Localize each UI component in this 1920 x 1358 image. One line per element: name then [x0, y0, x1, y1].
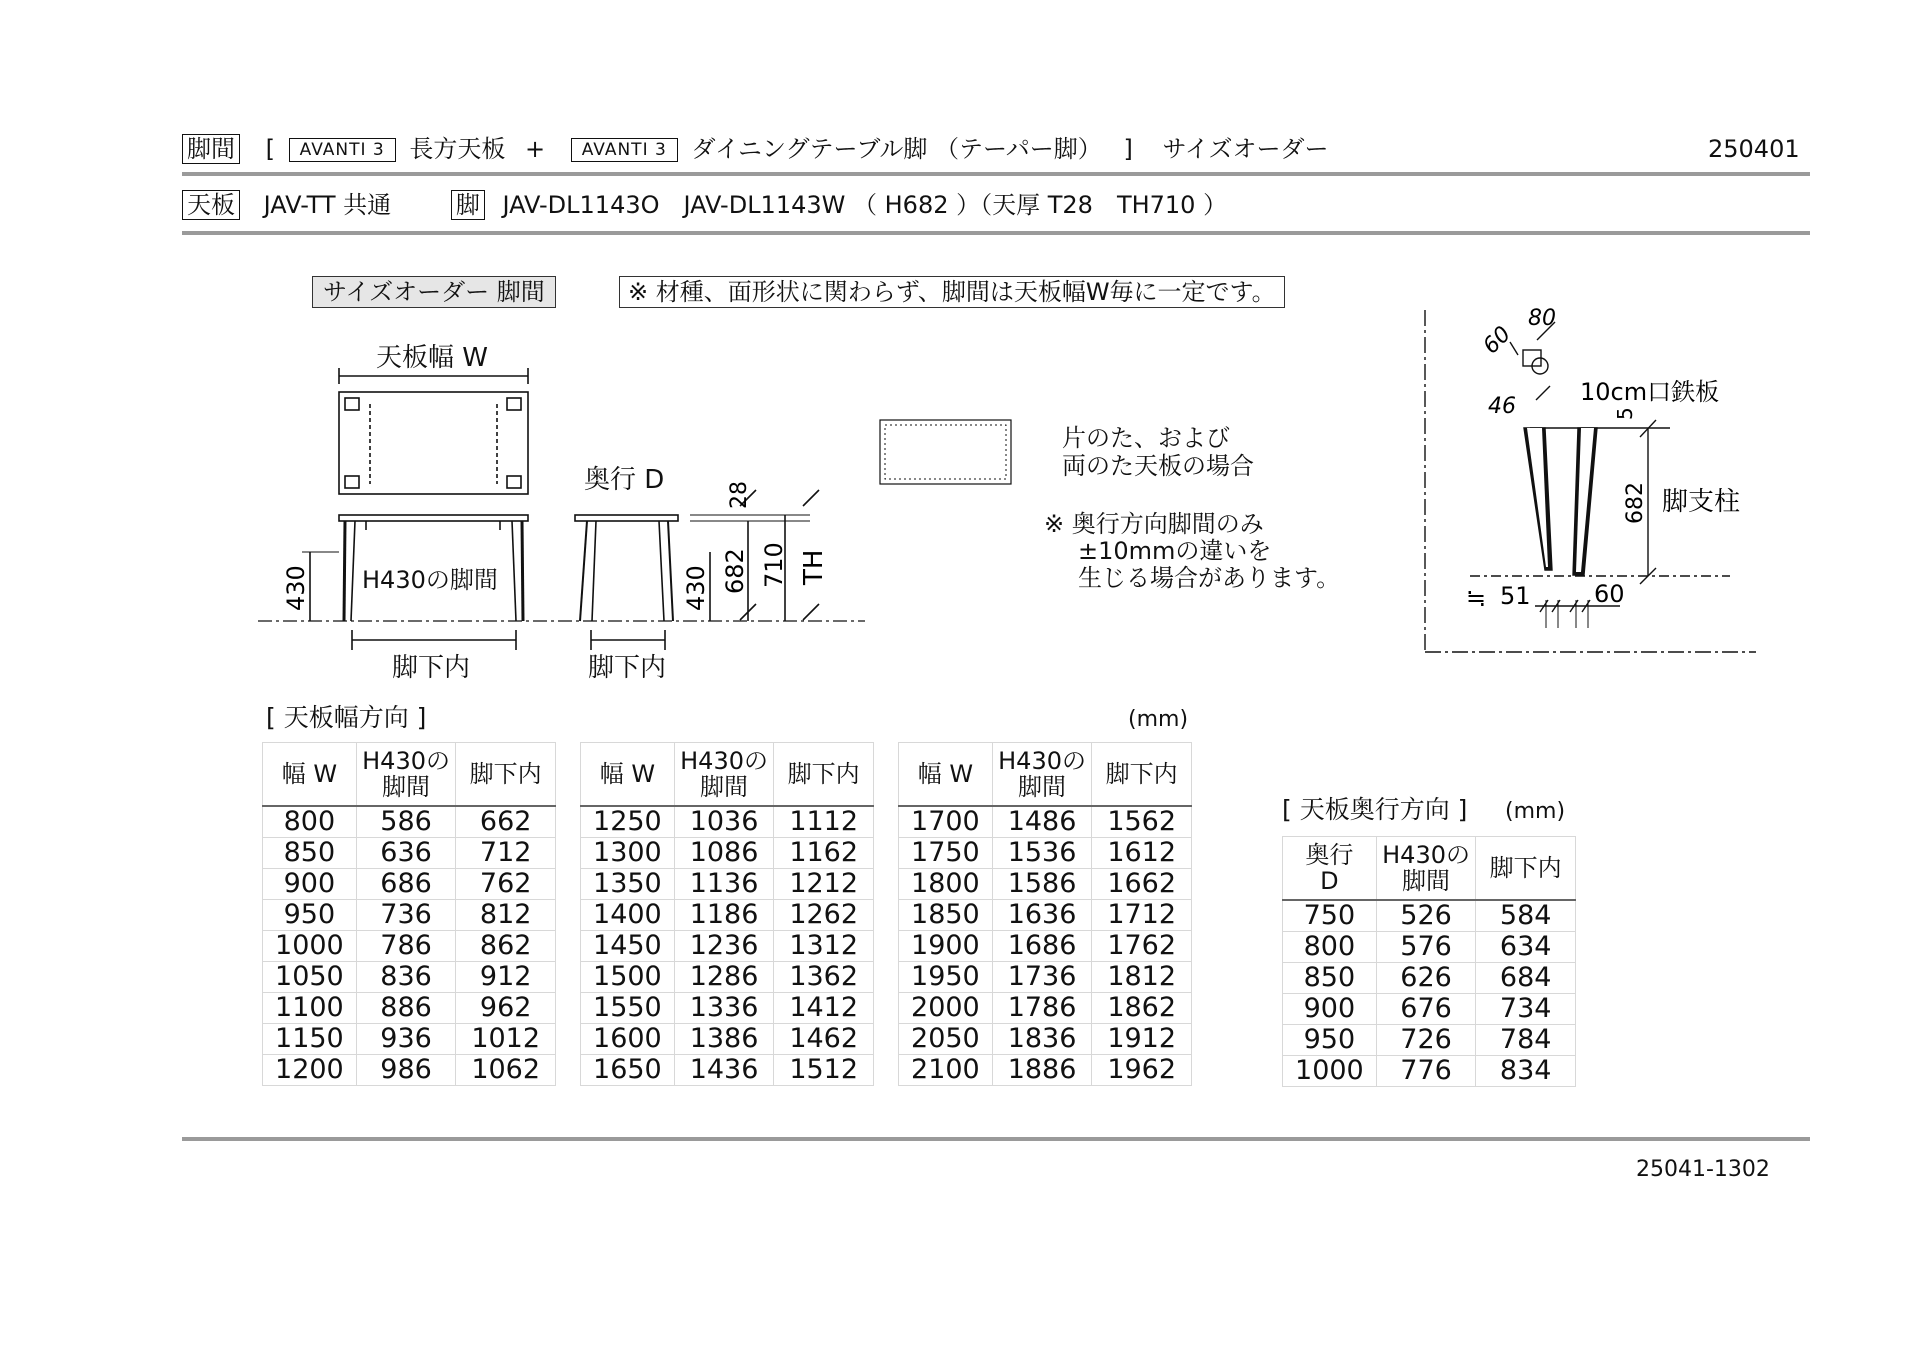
table-cell: 712	[456, 838, 556, 869]
table-cell: 1212	[774, 869, 874, 900]
bracket-close: ]	[1123, 135, 1133, 163]
table-cell: 1850	[899, 900, 993, 931]
table-row	[263, 962, 556, 993]
table-header-cell: 幅 W	[263, 743, 357, 807]
table-cell: 1312	[774, 931, 874, 962]
table-cell: 1050	[263, 962, 357, 993]
table-cell: 584	[1476, 900, 1576, 932]
table-row	[263, 806, 556, 838]
table-cell: 1636	[992, 900, 1092, 931]
table-cell: 1600	[581, 1024, 675, 1055]
table-cell: 900	[263, 869, 357, 900]
table-cell: 1100	[263, 993, 357, 1024]
post-label: 脚支柱	[1662, 487, 1741, 517]
note-line-2: 両のた天板の場合	[1062, 452, 1254, 480]
table-row	[1283, 932, 1576, 963]
table-cell: 912	[456, 962, 556, 993]
table-cell: 586	[356, 806, 456, 838]
table-cell: 1612	[1092, 838, 1192, 869]
table-cell: 726	[1376, 1025, 1476, 1056]
foot-inner-label-2: 脚下内	[588, 653, 667, 683]
table-header-cell: 幅 W	[581, 743, 675, 807]
table-cell: 1450	[581, 931, 675, 962]
table-row	[581, 993, 874, 1024]
table-cell: 1162	[774, 838, 874, 869]
table-cell: 676	[1376, 994, 1476, 1025]
dim-28-label: 28	[727, 481, 752, 509]
table-cell: 634	[1476, 932, 1576, 963]
table-row	[581, 1024, 874, 1055]
dim-5-label: 5	[1613, 407, 1637, 420]
dim-80-label: 80	[1528, 306, 1556, 331]
table-row	[1283, 900, 1576, 932]
footer-divider	[182, 1137, 1810, 1141]
dim-46-label: 46	[1488, 394, 1516, 419]
table-header-cell: H430の 脚間	[1376, 837, 1476, 901]
table-header-cell: H430の 脚間	[674, 743, 774, 807]
table-header-cell: 奥行 D	[1283, 837, 1377, 901]
dim-th-label: TH	[799, 549, 829, 585]
table-cell: 850	[263, 838, 357, 869]
table-cell: 1912	[1092, 1024, 1192, 1055]
table-row	[263, 869, 556, 900]
table-cell: 526	[1376, 900, 1476, 932]
table-cell: 1012	[456, 1024, 556, 1055]
footer-code: 25041-1302	[1636, 1157, 1770, 1182]
table-cell: 1962	[1092, 1055, 1192, 1086]
width-section-title: [ 天板幅方向 ]	[266, 703, 427, 732]
table-cell: 1112	[774, 806, 874, 838]
header-item-1: 長方天板	[409, 135, 506, 163]
depth-label: 奥行 D	[584, 465, 665, 495]
table-row	[263, 1024, 556, 1055]
table-cell: 684	[1476, 963, 1576, 994]
table-cell: 950	[1283, 1025, 1377, 1056]
table-row	[263, 931, 556, 962]
table-cell: 1036	[674, 806, 774, 838]
table-row	[1283, 963, 1576, 994]
table-cell: 1512	[774, 1055, 874, 1086]
bracket-open: [	[265, 135, 276, 163]
note2-line-1: ※ 奥行方向脚間のみ	[1044, 510, 1264, 538]
foot-inner-label-1: 脚下内	[392, 653, 471, 683]
table-cell: 1700	[899, 806, 993, 838]
dim-60-bottom-label: 60	[1594, 580, 1625, 608]
table-cell: 1262	[774, 900, 874, 931]
table-row	[263, 993, 556, 1024]
table-cell: 862	[456, 931, 556, 962]
table-cell: 636	[356, 838, 456, 869]
table-cell: 1062	[456, 1055, 556, 1086]
dim-60-top-label: 60	[1478, 321, 1517, 360]
table-cell: 834	[1476, 1056, 1576, 1087]
table-cell: 850	[1283, 963, 1377, 994]
table-header-cell: 脚下内	[1092, 743, 1192, 807]
table-row	[1283, 994, 1576, 1025]
table-header-cell: 脚下内	[456, 743, 556, 807]
table-row	[581, 962, 874, 993]
table-cell: 1300	[581, 838, 675, 869]
table-row	[581, 869, 874, 900]
table-header-row	[263, 743, 556, 807]
table-cell: 1250	[581, 806, 675, 838]
table-row	[581, 931, 874, 962]
table-cell: 1762	[1092, 931, 1192, 962]
table-cell: 1000	[263, 931, 357, 962]
width-label: 天板幅 W	[376, 343, 488, 373]
dim-710-label: 710	[760, 542, 788, 588]
table-cell: 1712	[1092, 900, 1192, 931]
dim-430-side: 430	[682, 565, 710, 611]
table-cell: 734	[1476, 994, 1576, 1025]
table-row	[899, 869, 1192, 900]
table-cell: 784	[1476, 1025, 1576, 1056]
table-row	[263, 838, 556, 869]
top-tag: 天板	[182, 190, 240, 220]
table-row	[899, 806, 1192, 838]
table-row	[1283, 1056, 1576, 1087]
table-header-cell: 脚下内	[1476, 837, 1576, 901]
table-row	[581, 806, 874, 838]
table-row	[899, 931, 1192, 962]
table-cell: 686	[356, 869, 456, 900]
table-header-cell: H430の 脚間	[992, 743, 1092, 807]
table-cell: 1812	[1092, 962, 1192, 993]
table-cell: 1136	[674, 869, 774, 900]
width-table-3	[898, 742, 1192, 1086]
note2-line-2: ±10mmの違いを	[1078, 537, 1272, 565]
width-section-unit: (mm)	[1128, 707, 1189, 732]
section-label: サイズオーダー 脚間	[312, 276, 556, 308]
table-cell: 900	[1283, 994, 1377, 1025]
approx-sign: ≒	[1466, 584, 1487, 612]
table-cell: 1650	[581, 1055, 675, 1086]
table-cell: 1462	[774, 1024, 874, 1055]
table-cell: 1886	[992, 1055, 1092, 1086]
table-cell: 800	[1283, 932, 1377, 963]
inner-span-label: H430の脚間	[362, 566, 498, 594]
table-cell: 2100	[899, 1055, 993, 1086]
table-cell: 1662	[1092, 869, 1192, 900]
table-cell: 762	[456, 869, 556, 900]
header-tag: 脚間	[182, 134, 240, 164]
table-cell: 950	[263, 900, 357, 931]
table-row	[899, 1055, 1192, 1086]
table-header-row	[1283, 837, 1576, 901]
table-cell: 1950	[899, 962, 993, 993]
table-cell: 1286	[674, 962, 774, 993]
table-cell: 886	[356, 993, 456, 1024]
table-header-cell: 脚下内	[774, 743, 874, 807]
table-cell: 986	[356, 1055, 456, 1086]
table-header-row	[899, 743, 1192, 807]
table-cell: 1186	[674, 900, 774, 931]
table-cell: 1486	[992, 806, 1092, 838]
width-table-2	[580, 742, 874, 1086]
table-cell: 1086	[674, 838, 774, 869]
table-cell: 1000	[1283, 1056, 1377, 1087]
table-row	[899, 900, 1192, 931]
plus-sign: +	[525, 135, 546, 163]
table-row	[899, 993, 1192, 1024]
table-cell: 1386	[674, 1024, 774, 1055]
table-cell: 1500	[581, 962, 675, 993]
table-row	[899, 962, 1192, 993]
note-line-1: 片のた、および	[1062, 424, 1230, 452]
table-cell: 1586	[992, 869, 1092, 900]
table-cell: 800	[263, 806, 357, 838]
table-cell: 2050	[899, 1024, 993, 1055]
product-box-2: AVANTI 3	[571, 138, 678, 162]
table-header-cell: 幅 W	[899, 743, 993, 807]
table-cell: 962	[456, 993, 556, 1024]
top-model: JAV-TT 共通	[263, 191, 392, 219]
table-row	[581, 838, 874, 869]
dim-682-label: 682	[721, 548, 749, 594]
table-cell: 1736	[992, 962, 1092, 993]
dim-682-leg-label: 682	[1623, 482, 1648, 524]
table-cell: 1436	[674, 1055, 774, 1086]
header-item-2: ダイニングテーブル脚 （テーパー脚）	[691, 135, 1102, 163]
doc-code: 250401	[1708, 135, 1800, 163]
table-cell: 1400	[581, 900, 675, 931]
table-row	[899, 838, 1192, 869]
table-cell: 2000	[899, 993, 993, 1024]
table-cell: 750	[1283, 900, 1377, 932]
table-cell: 1836	[992, 1024, 1092, 1055]
leg-tag: 脚	[451, 190, 485, 220]
table-row	[581, 900, 874, 931]
table-cell: 786	[356, 931, 456, 962]
table-cell: 1900	[899, 931, 993, 962]
table-row	[263, 900, 556, 931]
note2-line-3: 生じる場合があります。	[1078, 564, 1341, 592]
plate-label: 10cm口鉄板	[1580, 378, 1720, 406]
dim-51-label: 51	[1500, 582, 1531, 610]
table-row	[581, 1055, 874, 1086]
table-cell: 1412	[774, 993, 874, 1024]
table-cell: 662	[456, 806, 556, 838]
table-cell: 1562	[1092, 806, 1192, 838]
depth-section-title: [ 天板奥行方向 ]	[1282, 795, 1468, 824]
table-cell: 576	[1376, 932, 1476, 963]
table-cell: 936	[356, 1024, 456, 1055]
table-cell: 1786	[992, 993, 1092, 1024]
table-cell: 1800	[899, 869, 993, 900]
table-row	[1283, 1025, 1576, 1056]
table-cell: 1362	[774, 962, 874, 993]
leg-models: JAV-DL1143O JAV-DL1143W （ H682 ）（天厚 T28 TH710 ）	[502, 191, 1228, 219]
table-cell: 1686	[992, 931, 1092, 962]
table-cell: 812	[456, 900, 556, 931]
dim-430-left: 430	[282, 565, 310, 611]
table-cell: 1350	[581, 869, 675, 900]
table-cell: 776	[1376, 1056, 1476, 1087]
table-cell: 836	[356, 962, 456, 993]
notice-box: ※ 材種、面形状に関わらず、脚間は天板幅W毎に一定です。	[619, 276, 1285, 308]
table-header-cell: H430の 脚間	[356, 743, 456, 807]
table-row	[263, 1055, 556, 1086]
order-type: サイズオーダー	[1162, 135, 1329, 163]
width-table-1	[262, 742, 556, 1086]
table-cell: 736	[356, 900, 456, 931]
table-cell: 1150	[263, 1024, 357, 1055]
table-cell: 1200	[263, 1055, 357, 1086]
table-cell: 1550	[581, 993, 675, 1024]
table-cell: 1862	[1092, 993, 1192, 1024]
depth-section-unit: (mm)	[1505, 799, 1566, 824]
table-cell: 1336	[674, 993, 774, 1024]
table-header-row	[581, 743, 874, 807]
table-row	[899, 1024, 1192, 1055]
table-cell: 626	[1376, 963, 1476, 994]
product-box-1: AVANTI 3	[289, 138, 396, 162]
table-cell: 1750	[899, 838, 993, 869]
table-cell: 1536	[992, 838, 1092, 869]
depth-table	[1282, 836, 1576, 1087]
table-cell: 1236	[674, 931, 774, 962]
